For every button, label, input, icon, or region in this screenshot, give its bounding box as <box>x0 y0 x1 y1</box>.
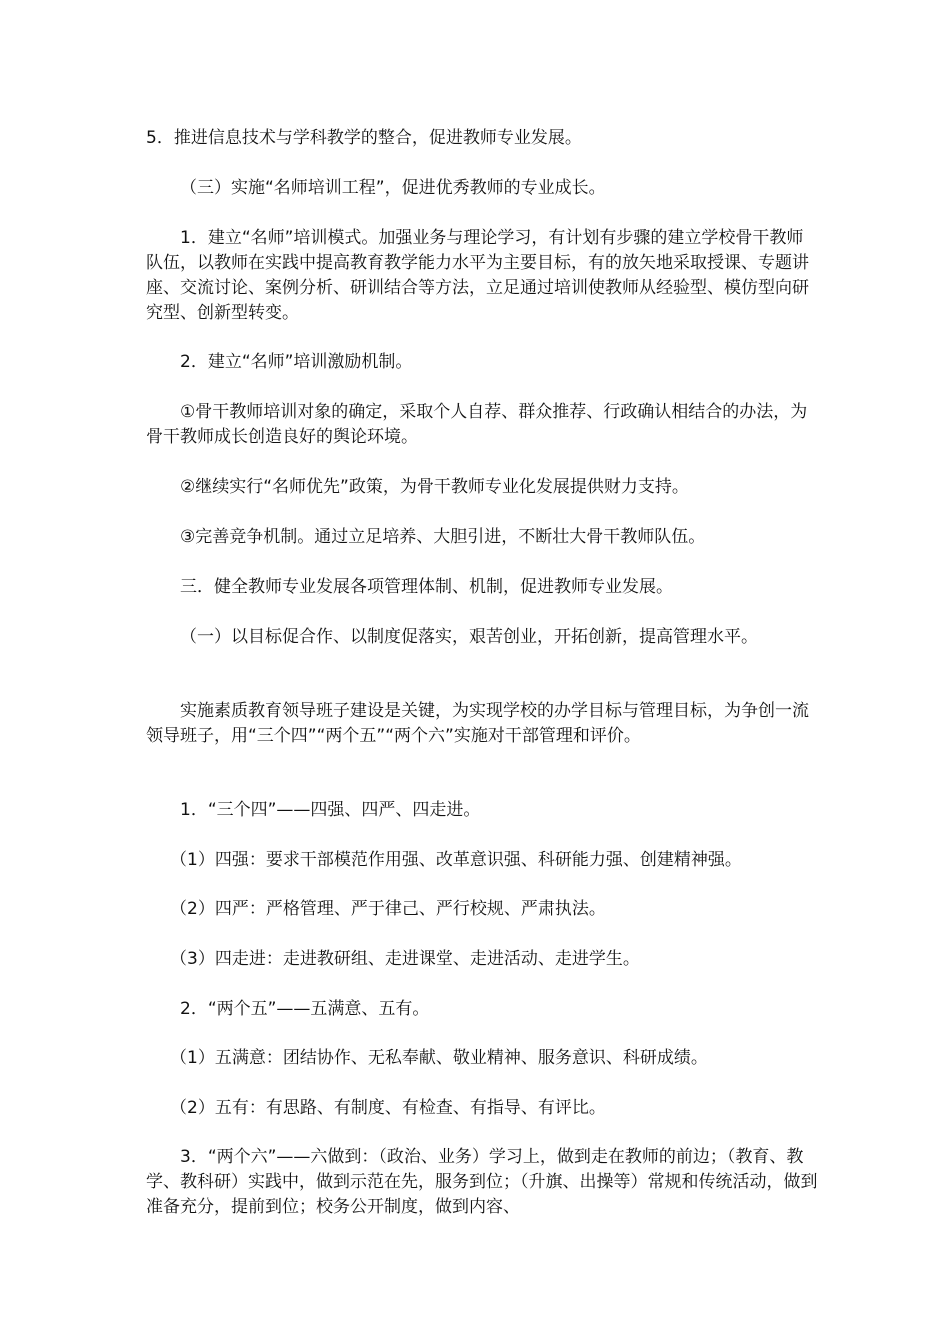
paragraph-10: 实施素质教育领导班子建设是关键，为实现学校的办学目标与管理目标，为争创一流领导班子，用“三个四”“两个五”“两个六”实施对干部管理和评价。 <box>146 701 809 746</box>
paragraph-16: （1）五满意：团结协作、无私奉献、敬业精神、服务意识、科研成绩。 <box>170 1048 708 1068</box>
paragraph-6: ②继续实行“名师优先”政策，为骨干教师专业化发展提供财力支持。 <box>180 477 689 497</box>
paragraph-12: （1）四强：要求干部模范作用强、改革意识强、科研能力强、创建精神强。 <box>170 850 742 870</box>
paragraph-15: 2．“两个五”——五满意、五有。 <box>180 999 430 1019</box>
paragraph-1: 5．推进信息技术与学科教学的整合，促进教师专业发展。 <box>146 128 582 148</box>
paragraph-11: 1．“三个四”——四强、四严、四走进。 <box>180 800 481 820</box>
paragraph-3: 1．建立“名师”培训模式。加强业务与理论学习，有计划有步骤的建立学校骨干教师队伍，以教师在实践中提高教育教学能力水平为主要目标，有的放矢地采取授课、专题讲座、交流讨论、案例分析、研训结合等方法，立足通过培训使教师从经验型、模仿型向研究型、创新型转变。 <box>146 228 809 323</box>
paragraph-7: ③完善竞争机制。通过立足培养、大胆引进，不断壮大骨干教师队伍。 <box>180 527 706 547</box>
paragraph-4: 2．建立“名师”培训激励机制。 <box>180 352 413 372</box>
paragraph-2: （三）实施“名师培训工程”，促进优秀教师的专业成长。 <box>180 178 606 198</box>
paragraph-17: （2）五有：有思路、有制度、有检查、有指导、有评比。 <box>170 1098 606 1118</box>
paragraph-9: （一）以目标促合作、以制度促落实，艰苦创业，开拓创新，提高管理水平。 <box>180 627 758 647</box>
paragraph-18: 3．“两个六”——六做到：（政治、业务）学习上，做到走在教师的前边；（教育、教学、教科研）实践中，做到示范在先，服务到位；（升旗、出操等）常规和传统活动，做到准备充分，提前到位；校务公开制度，做到内容、 <box>146 1147 818 1217</box>
paragraph-5: ①骨干教师培训对象的确定，采取个人自荐、群众推荐、行政确认相结合的办法，为骨干教师成长创造良好的舆论环境。 <box>146 402 808 447</box>
paragraph-8: 三．健全教师专业发展各项管理体制、机制，促进教师专业发展。 <box>180 577 673 597</box>
paragraph-14: （3）四走进：走进教研组、走进课堂、走进活动、走进学生。 <box>170 949 640 969</box>
paragraph-13: （2）四严：严格管理、严于律己、严行校规、严肃执法。 <box>170 899 606 919</box>
